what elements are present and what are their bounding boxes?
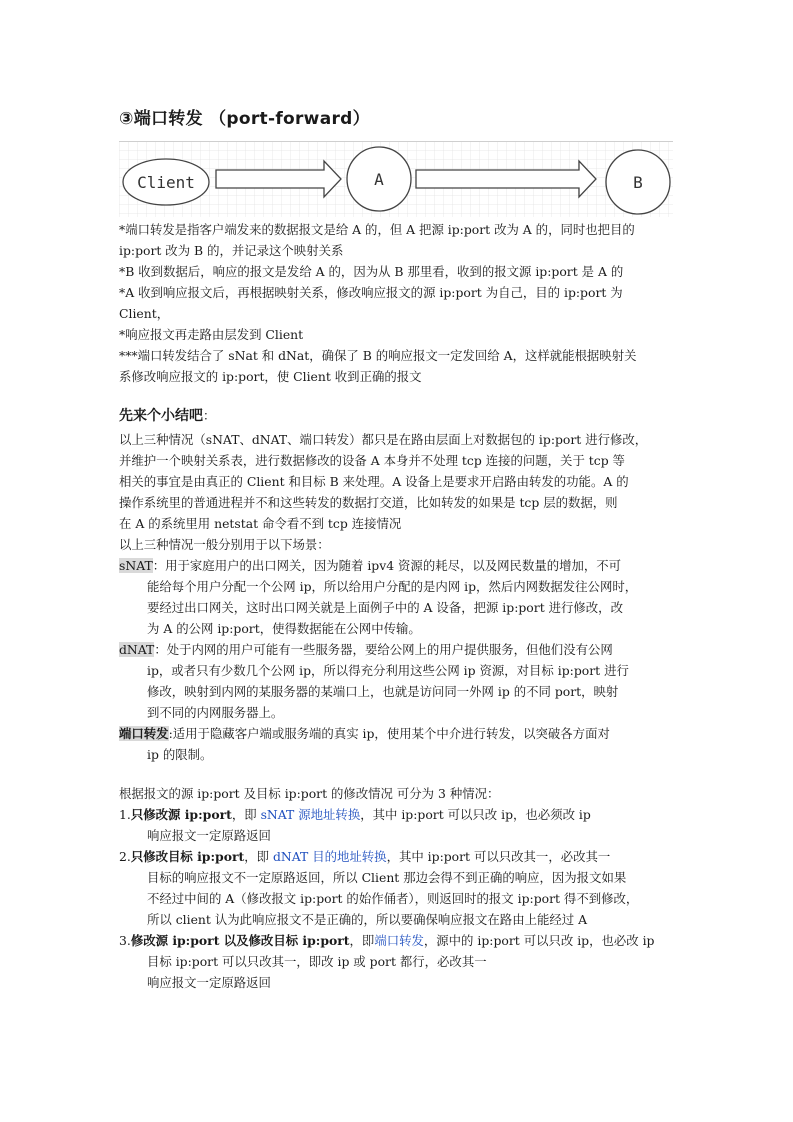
paragraph-line: 不经过中间的 A（修改报文 ip:port 的始作俑者），则返回时的报文 ip:port 得不到修改， bbox=[147, 891, 639, 906]
case-text: ，源中的 ip:port 可以只改 ip，也必改 ip bbox=[423, 933, 655, 948]
paragraph-line: *端口转发是指客户端发来的数据报文是给 A 的，但 A 把源 ip:port 改为 A 的，同时也把目的 bbox=[119, 222, 635, 237]
cases-intro: 根据报文的源 ip:port 及目标 ip:port 的修改情况 可分为 3 种情况： bbox=[119, 786, 500, 801]
snat-label: sNAT bbox=[119, 558, 153, 573]
paragraph-line: 系修改响应报文的 ip:port，使 Client 收到正确的报文 bbox=[119, 369, 422, 384]
case-2 bbox=[119, 846, 679, 867]
paragraph-line: ***端口转发结合了 sNat 和 dNat，确保了 B 的响应报文一定发回给 A，这样就能根据映射关 bbox=[119, 348, 637, 363]
dnat-label: dNAT bbox=[119, 642, 155, 657]
snat-text: ：用于家庭用户的出口网关，因为随着 ipv4 资源的耗尽，以及网民数量的增加，不可 bbox=[152, 558, 622, 573]
paragraph-line: 为 A 的公网 ip:port，使得数据能在公网中传输。 bbox=[147, 621, 421, 636]
case-text: ，即 bbox=[244, 849, 273, 864]
paragraph-line: 响应报文一定原路返回 bbox=[147, 975, 271, 990]
case-title: 只修改目标 ip:port bbox=[130, 849, 245, 864]
paragraph-line: 所以 client 认为此响应报文不是正确的，所以要确保响应报文在路由上能经过 A bbox=[147, 912, 588, 927]
case-link[interactable]: dNAT 目的地址转换 bbox=[272, 849, 387, 864]
pf-text: :适用于隐藏客户端或服务端的真实 ip，使用某个中介进行转发，以突破各方面对 bbox=[168, 726, 610, 741]
case-3 bbox=[119, 930, 679, 951]
paragraph-line: *响应报文再走路由层发到 Client bbox=[119, 327, 304, 342]
summary-heading-colon: ： bbox=[203, 408, 216, 423]
paragraph-line: 能给每个用户分配一个公网 ip，所以给用户分配的是内网 ip，然后内网数据发往公网时， bbox=[147, 579, 638, 594]
dnat-text: ：处于内网的用户可能有一些服务器，要给公网上的用户提供服务，但他们没有公网 bbox=[154, 642, 613, 657]
port-forward-diagram bbox=[119, 141, 673, 217]
client-node-label: Client bbox=[137, 173, 195, 192]
a-node-label: A bbox=[374, 170, 384, 189]
paragraph-line: Client， bbox=[119, 306, 170, 321]
case-text: ，其中 ip:port 可以只改其一，必改其一 bbox=[386, 849, 611, 864]
paragraph-line: *B 收到数据后，响应的报文是发给 A 的，因为从 B 那里看，收到的报文源 ip:port 是 A 的 bbox=[119, 264, 624, 279]
case-text: ，其中 ip:port 可以只改 ip，也必须改 ip bbox=[360, 807, 591, 822]
paragraph-line: 相关的事宜是由真正的 Client 和目标 B 来处理。A 设备上是要求开启路由转发的功能。A 的 bbox=[119, 474, 629, 489]
paragraph-line: 以上三种情况一般分别用于以下场景： bbox=[119, 537, 330, 552]
case-title: 修改源 ip:port 以及修改目标 ip:port bbox=[130, 933, 350, 948]
paragraph-line: 目标的响应报文不一定原路返回，所以 Client 那边会得不到正确的响应，因为报文如果 bbox=[147, 870, 627, 885]
paragraph-line: ip 的限制。 bbox=[147, 747, 213, 762]
case-text: ，即 bbox=[349, 933, 375, 948]
paragraph-line: 到不同的内网服务器上。 bbox=[147, 705, 284, 720]
paragraph-line: *A 收到响应报文后，再根据映射关系，修改响应报文的源 ip:port 为自己，目的 ip:port 为 bbox=[119, 285, 623, 300]
snat-line bbox=[119, 555, 679, 576]
paragraph-line: 操作系统里的普通进程并不和这些转发的数据打交道，比如转发的如果是 tcp 层的数据，则 bbox=[119, 495, 618, 510]
paragraph-line: 并维护一个映射关系表，进行数据修改的设备 A 本身并不处理 tcp 连接的问题，关于 tcp 等 bbox=[119, 453, 625, 468]
paragraph-line: 要经过出口网关，这时出口网关就是上面例子中的 A 设备，把源 ip:port 进行修改，改 bbox=[147, 600, 623, 615]
case-title: 只修改源 ip:port bbox=[130, 807, 232, 822]
paragraph-line: 响应报文一定原路返回 bbox=[147, 828, 271, 843]
pf-label: 端口转发 bbox=[119, 726, 169, 741]
dnat-line bbox=[119, 639, 679, 660]
paragraph-line: ip，或者只有少数几个公网 ip，所以得充分利用这些公网 ip 资源，对目标 ip:port 进行 bbox=[147, 663, 629, 678]
case-link[interactable]: sNAT 源地址转换 bbox=[260, 807, 361, 822]
section-title: ③端口转发 （port-forward） bbox=[119, 109, 370, 129]
case-link[interactable]: 端口转发 bbox=[374, 933, 424, 948]
paragraph-line: 以上三种情况（sNAT、dNAT、端口转发）都只是在路由层面上对数据包的 ip:port 进行修改， bbox=[119, 432, 648, 447]
case-text: ，即 bbox=[231, 807, 261, 822]
paragraph-line: 修改，映射到内网的某服务器的某端口上，也就是访问同一外网 ip 的不同 port，映射 bbox=[147, 684, 619, 699]
paragraph-line: 在 A 的系统里用 netstat 命令看不到 tcp 连接情况 bbox=[119, 516, 402, 531]
paragraph-line: 目标 ip:port 可以只改其一，即改 ip 或 port 都行，必改其一 bbox=[147, 954, 487, 969]
b-node-label: B bbox=[633, 173, 643, 192]
case-number: 1. bbox=[119, 807, 131, 822]
pf-line bbox=[119, 723, 679, 744]
case-number: 3. bbox=[119, 933, 131, 948]
case-number: 2. bbox=[119, 849, 131, 864]
paragraph-line: ip:port 改为 B 的，并记录这个映射关系 bbox=[119, 243, 344, 258]
summary-heading-text: 先来个小结吧 bbox=[119, 408, 203, 424]
summary-heading bbox=[119, 405, 679, 427]
case-1 bbox=[119, 804, 679, 825]
